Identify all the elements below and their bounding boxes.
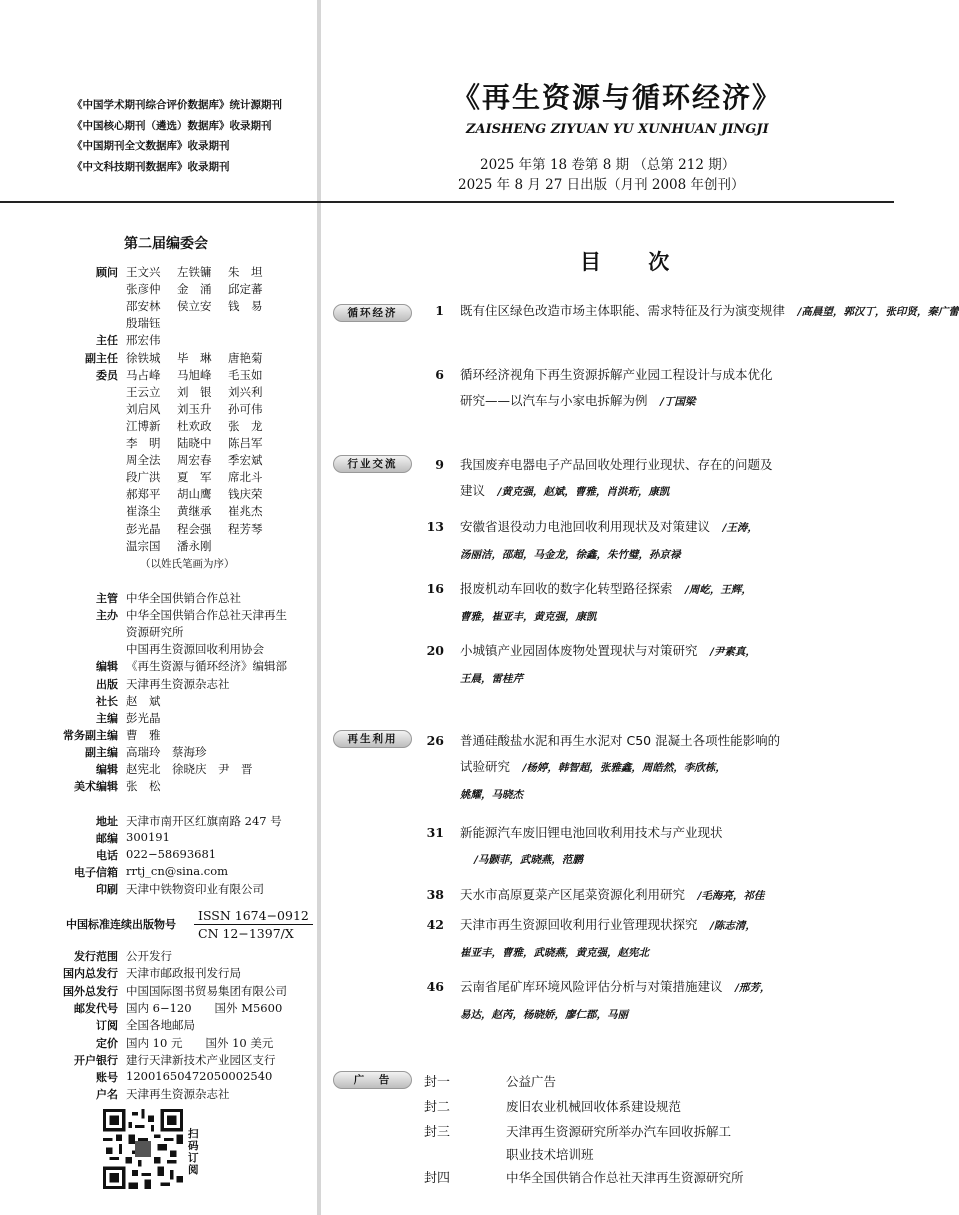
ad-text: 公益广告 (506, 1074, 557, 1089)
board-names (126, 452, 279, 468)
info-row (0, 607, 287, 623)
row-label: 开户银行 (74, 1053, 118, 1067)
board-member: 孙可伟 (228, 401, 263, 416)
row-value: 天津中铁物资印业有限公司 (126, 882, 264, 897)
info-row (0, 744, 207, 760)
row-value: 赵宪北 徐晓庆 尹 晋 (126, 762, 253, 776)
toc-article (460, 638, 756, 692)
row-value: 曹 雅 (126, 727, 161, 742)
board-member: 陈吕军 (228, 436, 263, 450)
info-row (0, 624, 184, 640)
toc-article-title-line: 普通硅酸盐水泥和再生水泥对 C50 混凝土各项性能影响的 (460, 733, 781, 748)
row-value: 300191 (126, 830, 170, 845)
board-names (126, 486, 279, 502)
vertical-divider (317, 0, 321, 1215)
board-names (126, 315, 177, 331)
info-row (0, 1035, 273, 1051)
info-row (0, 1052, 276, 1068)
info-row (0, 1000, 282, 1016)
board-role (0, 469, 126, 485)
board-names (126, 503, 279, 519)
row-label: 印刷 (96, 883, 118, 897)
board-member: 左铁镛 (177, 265, 212, 279)
board-member: 江博新 (126, 418, 161, 433)
board-role: 顾问 (96, 266, 118, 279)
row-value: 张 松 (126, 779, 161, 794)
database-item: 《中文科技期刊数据库》收录期刊 (72, 160, 230, 173)
row-value: 中国国际图书贸易集团有限公司 (126, 983, 287, 998)
toc-article (460, 576, 752, 630)
ad-position: 封三 (424, 1125, 451, 1140)
row-value: 《再生资源与循环经济》编辑部 (126, 659, 287, 674)
row-label (0, 624, 126, 640)
info-row (0, 693, 161, 709)
toc-authors: 姚耀，马晓杰 (460, 789, 523, 801)
toc-page-number: 16 (426, 581, 444, 596)
board-member: 刘 银 (177, 384, 212, 399)
toc-article-title-line: 试验研究 /杨婷，韩智超，张雅鑫，周皓然，李欣栋， (460, 759, 726, 774)
board-member: 徐铁城 (126, 350, 161, 365)
row-label: 编辑 (96, 660, 118, 674)
row-label: 出版 (96, 677, 118, 691)
board-member: 周全法 (126, 453, 161, 468)
toc-title: 目 次 (580, 250, 690, 274)
issn-label: 中国标准连续出版物号 (66, 918, 176, 931)
toc-article (460, 452, 773, 505)
info-row (0, 847, 216, 863)
header-divider (0, 201, 894, 203)
board-member: 金 涌 (177, 282, 212, 297)
row-label: 副主编 (85, 745, 118, 759)
database-list (72, 95, 282, 177)
board-role (0, 384, 126, 400)
board-role (0, 486, 126, 502)
toc-article (460, 882, 764, 909)
row-label: 编辑 (96, 763, 118, 776)
row-label: 邮编 (96, 832, 118, 846)
row-label: 订阅 (96, 1019, 118, 1033)
board-names (126, 298, 279, 314)
board-member: 毕 琳 (177, 350, 212, 365)
board-member: 马旭峰 (177, 367, 212, 382)
board-role (0, 401, 126, 417)
row-label: 社长 (96, 694, 118, 708)
toc-authors: 汤丽洁，邵超，马金龙，徐鑫，朱竹璧，孙京禄 (460, 549, 681, 561)
board-member: 殷瑞钰 (126, 316, 161, 331)
info-row (0, 864, 228, 880)
info-row (0, 1086, 230, 1102)
row-value: 国内 10 元 国外 10 美元 (126, 1035, 274, 1050)
row-value: 022−58693681 (126, 847, 217, 862)
board-member: 陆晓中 (177, 436, 212, 450)
board-names (126, 264, 279, 280)
info-row (0, 948, 172, 964)
toc-article (460, 820, 723, 873)
issn-number: ISSN 1674−0912 (194, 907, 313, 925)
board-role (0, 538, 126, 554)
board-names (126, 384, 279, 400)
board-names (126, 281, 279, 297)
database-item: 《中国核心期刊（遴选）数据库》收录期刊 (72, 119, 272, 132)
board-member: 程芳琴 (228, 521, 263, 536)
row-value: 天津再生资源杂志社 (126, 676, 230, 691)
toc-authors: /黄克强，赵斌，曹雅，肖洪珩，康凯 (497, 486, 670, 498)
toc-page-number: 38 (426, 887, 444, 902)
board-row (0, 418, 279, 434)
board-member: 刘启风 (126, 401, 161, 416)
board-member: 钱庆荣 (228, 487, 263, 502)
board-row (0, 538, 228, 554)
publication-date: 2025 年 8 月 27 日出版（月刊 2008 年创刊） (458, 177, 745, 193)
toc-authors: /邢芳， (735, 982, 771, 994)
board-row (0, 367, 279, 383)
board-role: 副主任 (85, 351, 118, 365)
database-item: 《中国期刊全文数据库》收录期刊 (72, 140, 230, 152)
info-row (0, 1069, 272, 1085)
toc-authors-line (460, 781, 780, 808)
toc-page-number: 26 (426, 733, 444, 748)
row-value: 赵 斌 (126, 693, 161, 708)
board-names (126, 367, 279, 383)
toc-authors: 崔亚丰，曹雅，武晓燕，黄克强，赵宪北 (460, 947, 649, 959)
board-row (0, 486, 279, 502)
toc-article (460, 514, 758, 568)
row-value: 中国再生资源回收利用协会 (126, 642, 264, 657)
board-member: 王云立 (126, 384, 161, 399)
toc-article-title-line: 云南省尾矿库环境风险评估分析与对策措施建议 /邢芳， (460, 979, 771, 994)
toc-page-number: 1 (435, 303, 444, 318)
toc-authors: /尹素真， (710, 646, 756, 658)
board-row (0, 435, 279, 451)
board-member: 毛玉如 (228, 367, 263, 382)
toc-page-number: 6 (435, 367, 444, 382)
board-member: 侯立安 (177, 299, 212, 314)
board-member: 张 龙 (228, 418, 263, 433)
board-note: （以姓氏笔画为序） (140, 558, 235, 570)
board-member: 潘永刚 (177, 538, 212, 553)
row-label: 常务副主编 (63, 728, 118, 742)
info-row (0, 658, 287, 674)
row-label: 邮发代号 (74, 1001, 118, 1015)
board-role (0, 418, 126, 434)
board-member: 郝郑平 (126, 487, 161, 502)
board-member: 夏 军 (177, 470, 212, 485)
section-tag-recycling: 再生利用 (333, 730, 412, 748)
toc-authors: 曹雅，崔亚丰，黄克强，康凯 (460, 611, 597, 623)
board-member: 钱 易 (228, 299, 263, 314)
section-tag-circular-economy: 循环经济 (333, 304, 412, 322)
toc-authors: /毛海亮，祁佳 (697, 890, 765, 902)
board-row (0, 521, 279, 537)
row-value: rrtj_cn@sina.com (126, 864, 229, 879)
board-row (0, 332, 177, 348)
board-row (0, 350, 279, 366)
info-row (0, 641, 264, 657)
toc-authors: /马颢菲，武晓燕，范鹏 (474, 854, 583, 866)
board-row (0, 503, 279, 519)
toc-authors: 王晨，雷桂芹 (460, 673, 523, 685)
row-value: 彭光晶 (126, 710, 161, 725)
board-names (126, 435, 279, 451)
board-role (0, 521, 126, 537)
info-row (0, 830, 170, 846)
toc-authors: /陈志清， (710, 920, 756, 932)
toc-authors: /杨婷，韩智超，张雅鑫，周皓然，李欣栋， (522, 762, 726, 774)
row-label: 美术编辑 (74, 780, 118, 794)
board-member: 邵安林 (126, 299, 161, 314)
info-row (0, 778, 161, 794)
board-member: 邱定蕃 (228, 282, 263, 297)
toc-page-number: 46 (426, 979, 444, 994)
issue-info: 2025 年第 18 卷第 8 期 （总第 212 期） (480, 157, 736, 173)
board-member: 彭光晶 (126, 521, 161, 536)
toc-authors-line (460, 846, 723, 873)
toc-article-title-line: 建议 /黄克强，赵斌，曹雅，肖洪珩，康凯 (460, 483, 670, 498)
row-label: 发行范围 (74, 950, 118, 963)
board-role (0, 281, 126, 297)
toc-article (460, 912, 756, 966)
toc-article-title-line: 研究——以汽车与小家电拆解为例 /丁国梁 (460, 393, 696, 408)
info-row (0, 965, 241, 981)
row-label: 定价 (96, 1036, 118, 1050)
board-member: 温宗国 (126, 538, 161, 553)
board-names (126, 401, 279, 417)
info-row (0, 881, 264, 897)
ad-position: 封四 (424, 1171, 451, 1186)
section-tag-advertising: 广 告 (333, 1071, 412, 1089)
info-row (0, 590, 241, 606)
journal-pinyin: ZAISHENG ZIYUAN YU XUNHUAN JINGJI (466, 122, 769, 137)
database-item: 《中国学术期刊综合评价数据库》统计源期刊 (72, 99, 282, 111)
row-value: 天津市南开区红旗南路 247 号 (126, 814, 282, 828)
toc-article (460, 362, 773, 415)
toc-article-title-line: 天津市再生资源回收利用行业管理现状探究 /陈志清， (460, 917, 756, 932)
row-label: 主编 (96, 711, 118, 725)
board-member: 唐艳菊 (228, 350, 263, 365)
row-value: 天津再生资源杂志社 (126, 1087, 230, 1102)
board-role: 委员 (96, 368, 118, 382)
board-member: 崔兆杰 (228, 504, 263, 519)
row-value: 国内 6−120 国外 M5600 (126, 1000, 283, 1015)
board-member: 杜欢政 (177, 418, 212, 433)
row-value: 资源研究所 (126, 625, 184, 640)
toc-article-title-line: 新能源汽车废旧锂电池回收利用技术与产业现状 (460, 825, 723, 840)
board-member: 马占峰 (126, 367, 161, 382)
ad-text: 天津再生资源研究所举办汽车回收拆解工 (506, 1124, 732, 1139)
board-member: 李 明 (126, 436, 161, 450)
board-member: 段广洪 (126, 470, 161, 485)
toc-article (460, 728, 780, 808)
ad-position: 封一 (424, 1075, 451, 1090)
toc-article-title-line: 我国废弃电器电子产品回收处理行业现状、存在的问题及 (460, 457, 773, 472)
board-member: 崔涤尘 (126, 504, 161, 519)
ad-text: 中华全国供销合作总社天津再生资源研究所 (506, 1170, 744, 1185)
info-row (0, 1017, 195, 1033)
board-row (0, 469, 279, 485)
info-row (0, 727, 161, 743)
board-member: 朱 坦 (228, 265, 263, 279)
row-label: 电话 (96, 849, 118, 863)
journal-title: 《再生资源与循环经济》 (452, 81, 783, 114)
board-member: 邢宏伟 (126, 333, 161, 348)
toc-article-title-line: 既有住区绿色改造市场主体职能、需求特征及行为演变规律 /高晨望，郭汉丁，张印贤，秦广蕾 (460, 303, 959, 318)
issn-block (194, 907, 313, 942)
board-row (0, 315, 177, 331)
board-role (0, 435, 126, 451)
toc-article-title-line: 报废机动车回收的数字化转型路径探索 /周屹，王辉， (460, 581, 752, 596)
toc-article-title-line: 安徽省退役动力电池回收利用现状及对策建议 /王涛， (460, 519, 758, 534)
board-names (126, 538, 228, 554)
row-value: 12001650472050002540 (126, 1069, 273, 1084)
toc-authors: /丁国梁 (660, 396, 696, 408)
row-value: 高瑞玲 蔡海珍 (126, 744, 207, 759)
row-label: 电子信箱 (74, 866, 118, 880)
board-role: 主任 (96, 334, 118, 348)
row-label: 地址 (96, 815, 118, 828)
info-row (0, 813, 282, 829)
row-label: 主管 (96, 592, 118, 605)
info-row (0, 761, 253, 777)
board-role (0, 503, 126, 519)
toc-page-number: 13 (426, 519, 444, 534)
toc-authors-line (460, 1001, 770, 1028)
board-member: 程会强 (177, 521, 212, 536)
board-member: 周宏春 (177, 453, 212, 468)
toc-authors: 易达，赵芮，杨晓娇，廖仁郡，马丽 (460, 1009, 628, 1021)
row-label: 国外总发行 (63, 984, 118, 998)
board-member: 席北斗 (228, 470, 263, 485)
board-names (126, 350, 279, 366)
toc-page-number: 9 (435, 457, 444, 472)
board-title: 第二届编委会 (124, 236, 208, 252)
row-label: 国内总发行 (63, 967, 118, 981)
row-label: 主办 (96, 609, 118, 623)
toc-article-title-line: 天水市高原夏菜产区尾菜资源化利用研究 /毛海亮，祁佳 (460, 887, 765, 902)
board-role (0, 452, 126, 468)
board-names (126, 418, 279, 434)
board-role (0, 298, 126, 314)
board-row (0, 401, 279, 417)
cn-number: CN 12−1397/X (198, 926, 294, 941)
ad-text: 废旧农业机械回收体系建设规范 (506, 1099, 682, 1114)
board-row (0, 384, 279, 400)
board-member: 王文兴 (126, 265, 161, 279)
ad-text: 职业技术培训班 (506, 1147, 594, 1162)
row-value: 天津市邮政报刊发行局 (126, 966, 241, 981)
row-value: 全国各地邮局 (126, 1018, 195, 1033)
toc-authors: /王涛， (722, 522, 758, 534)
qr-label: 扫码订阅 (188, 1128, 199, 1176)
board-member: 刘玉升 (177, 401, 212, 416)
row-value: 中华全国供销合作总社 (126, 591, 241, 605)
section-tag-industry-exchange: 行业交流 (333, 455, 412, 473)
board-member: 胡山鹰 (177, 487, 212, 502)
board-member: 黄继承 (177, 504, 212, 519)
toc-page-number: 31 (426, 825, 444, 840)
toc-article (460, 974, 770, 1028)
row-label: 户名 (96, 1088, 118, 1102)
toc-page-number: 20 (426, 643, 444, 658)
toc-article (460, 298, 959, 325)
qr-code-icon[interactable] (103, 1109, 183, 1189)
board-member: 刘兴利 (228, 384, 263, 399)
toc-authors: /周屹，王辉， (685, 584, 752, 596)
board-row (0, 264, 279, 280)
board-names (126, 469, 279, 485)
board-member: 季宏斌 (228, 453, 263, 468)
toc-article-title-line: 循环经济视角下再生资源拆解产业园工程设计与成本优化 (460, 367, 773, 382)
board-names (126, 332, 177, 348)
board-member: 张彦仲 (126, 282, 161, 297)
board-row (0, 452, 279, 468)
row-label (0, 641, 126, 657)
toc-page-number: 42 (426, 917, 444, 932)
board-role (0, 315, 126, 331)
row-value: 中华全国供销合作总社天津再生 (126, 608, 287, 623)
toc-authors-line (460, 541, 758, 568)
row-value: 公开发行 (126, 949, 172, 963)
board-names (126, 521, 279, 537)
info-row (0, 676, 230, 692)
info-row (0, 983, 287, 999)
board-row (0, 298, 279, 314)
board-row (0, 281, 279, 297)
row-label: 账号 (96, 1071, 118, 1085)
toc-authors-line (460, 939, 756, 966)
ad-position: 封二 (424, 1100, 451, 1115)
toc-authors: /高晨望，郭汉丁，张印贤，秦广蕾 (797, 306, 959, 318)
toc-article-title-line: 小城镇产业园固体废物处置现状与对策研究 /尹素真， (460, 643, 756, 658)
info-row (0, 710, 161, 726)
toc-authors-line (460, 603, 752, 630)
row-value: 建行天津新技术产业园区支行 (126, 1052, 276, 1067)
toc-authors-line (460, 665, 756, 692)
